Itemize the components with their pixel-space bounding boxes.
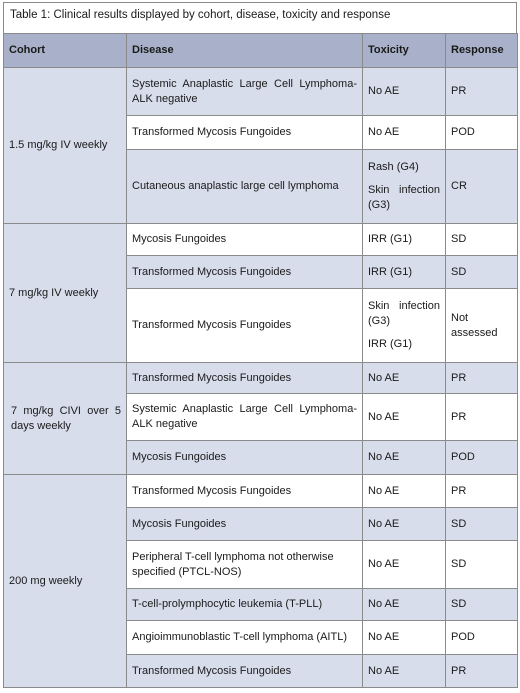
disease-cell: Mycosis Fungoides: [127, 441, 363, 475]
response-cell: PR: [446, 655, 518, 688]
disease-cell: T-cell-prolymphocytic leukemia (T-PLL): [127, 589, 363, 621]
toxicity-cell: No AE: [363, 363, 446, 394]
toxicity-cell: [363, 150, 446, 224]
response-cell: PR: [446, 363, 518, 394]
disease-cell: Transformed Mycosis Fungoides: [127, 655, 363, 688]
response-cell: POD: [446, 116, 518, 150]
toxicity-cell: IRR (G1): [363, 224, 446, 256]
disease-cell: Mycosis Fungoides: [127, 224, 363, 256]
response-cell: SD: [446, 256, 518, 289]
toxicity-cell: No AE: [363, 441, 446, 475]
response-cell: Not assessed: [446, 289, 518, 363]
header-disease: Disease: [127, 34, 363, 68]
toxicity-cell: IRR (G1): [363, 256, 446, 289]
cohort-cell: 7 mg/kg IV weekly: [4, 224, 127, 363]
disease-cell: Angioimmunoblastic T-cell lymphoma (AITL): [127, 621, 363, 655]
disease-cell: Systemic Anaplastic Large Cell Lymphoma-ALK negative: [127, 68, 363, 116]
header-cohort: Cohort: [4, 34, 127, 68]
response-cell: SD: [446, 224, 518, 256]
response-cell: PR: [446, 68, 518, 116]
toxicity-cell: No AE: [363, 475, 446, 508]
disease-cell: Systemic Anaplastic Large Cell Lymphoma-ALK negative: [127, 394, 363, 441]
response-cell: CR: [446, 150, 518, 224]
header-response: Response: [446, 34, 518, 68]
disease-cell: Mycosis Fungoides: [127, 508, 363, 541]
cohort-cell: 200 mg weekly: [4, 475, 127, 688]
disease-cell: Transformed Mycosis Fungoides: [127, 475, 363, 508]
cohort-cell: [4, 363, 127, 475]
table-caption: Table 1: Clinical results displayed by cohort, disease, toxicity and response: [3, 2, 517, 33]
response-cell: POD: [446, 621, 518, 655]
response-cell: PR: [446, 394, 518, 441]
table-row: [4, 363, 518, 394]
table-row: [4, 475, 518, 508]
cohort-cell: 1.5 mg/kg IV weekly: [4, 68, 127, 224]
toxicity-cell: No AE: [363, 508, 446, 541]
toxicity-cell: [363, 289, 446, 363]
toxicity-cell: No AE: [363, 394, 446, 441]
disease-cell: Transformed Mycosis Fungoides: [127, 256, 363, 289]
toxicity-cell: No AE: [363, 621, 446, 655]
table-container: [3, 2, 517, 688]
table-row: [4, 224, 518, 256]
toxicity-cell: No AE: [363, 116, 446, 150]
disease-cell: Transformed Mycosis Fungoides: [127, 116, 363, 150]
response-cell: SD: [446, 541, 518, 589]
response-cell: SD: [446, 508, 518, 541]
toxicity-line: IRR (G1): [368, 338, 412, 350]
disease-cell: Transformed Mycosis Fungoides: [127, 363, 363, 394]
disease-cell: Peripheral T-cell lymphoma not otherwise specified (PTCL-NOS): [127, 541, 363, 589]
disease-cell: Transformed Mycosis Fungoides: [127, 289, 363, 363]
disease-cell: Cutaneous anaplastic large cell lymphoma: [127, 150, 363, 224]
cohort-label: 7 mg/kg CIVI over 5 days weekly: [11, 404, 121, 432]
response-cell: SD: [446, 589, 518, 621]
toxicity-cell: No AE: [363, 541, 446, 589]
toxicity-line: Rash (G4): [368, 161, 419, 173]
toxicity-cell: No AE: [363, 655, 446, 688]
header-row: [4, 34, 518, 68]
table-row: [4, 68, 518, 116]
response-cell: PR: [446, 475, 518, 508]
toxicity-line: Skin infection (G3): [368, 184, 440, 211]
toxicity-line: Skin infection (G3): [368, 300, 440, 327]
results-table: [3, 33, 518, 688]
toxicity-cell: No AE: [363, 589, 446, 621]
toxicity-cell: No AE: [363, 68, 446, 116]
response-cell: POD: [446, 441, 518, 475]
header-toxicity: Toxicity: [363, 34, 446, 68]
